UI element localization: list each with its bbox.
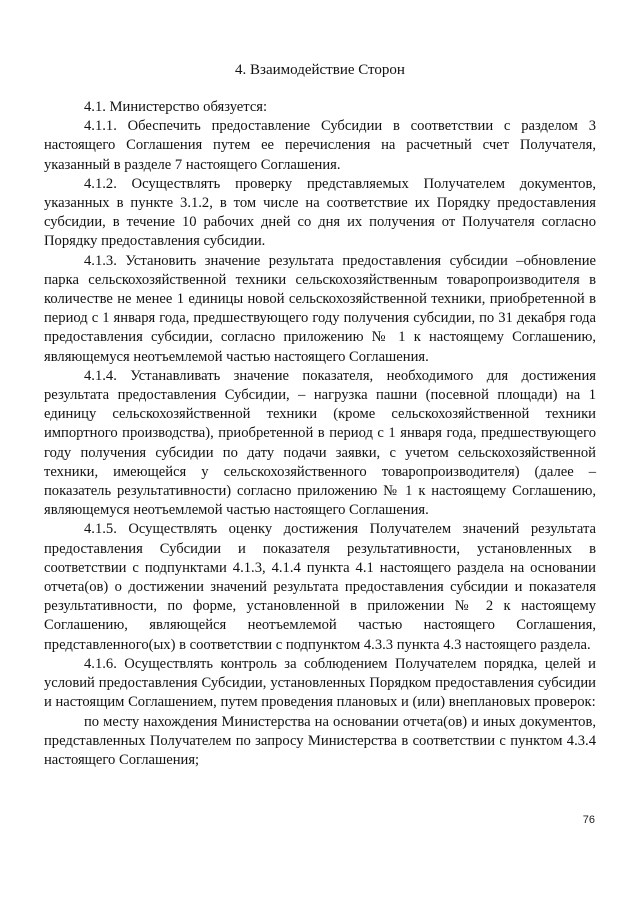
paragraph-4-1-3: 4.1.3. Установить значение результата предоставления субсидии –обновление парка сельскохозяйственной техники сельскохозяйственным товаропроизводителя в количестве не менее 1 единицы новой сельскохозяйственной техники, приобретенной в период с 1 января года, предшествующего году получения субсидии, по 31 декабря года предоставления субсидии, согласно приложению № 1 к настоящему Соглашению, являющемуся неотъемлемой частью настоящего Соглашения. xyxy=(44,252,596,365)
page-number: 76 xyxy=(582,814,595,826)
document-body xyxy=(44,98,596,770)
paragraph-4-1-5: 4.1.5. Осуществлять оценку достижения Получателем значений результата предоставления Субсидии и показателя результативности, установленных в соответствии с подпунктами 4.1.3, 4.1.4 пункта 4.1 настоящего раздела на основании отчета(ов) о достижении значений результата предоставления субсидии и показателя результативности, по форме, установленной в приложении № 2 к настоящему Соглашению, являющейся неотъемлемой частью настоящего Соглашения, представленного(ых) в соответствии с подпунктом 4.3.3 пункта 4.3 настоящего раздела. xyxy=(44,521,596,653)
paragraph-4-1-6: 4.1.6. Осуществлять контроль за соблюдением Получателем порядка, целей и условий предоставления Субсидии, установленных Порядком предоставления субсидии и настоящим Соглашением, путем проведения плановых и (или) внеплановых проверок: xyxy=(44,655,596,711)
paragraph-4-1-1: 4.1.1. Обеспечить предоставление Субсидии в соответствии с разделом 3 настоящего Соглашения путем ее перечисления на расчетный счет Получателя, указанный в разделе 7 настоящего Соглашения. xyxy=(44,118,596,173)
section-heading: 4. Взаимодействие Сторон xyxy=(235,62,405,78)
paragraph-4-1-4: 4.1.4. Устанавливать значение показателя, необходимого для достижения результата предоставления Субсидии, – нагрузка пашни (посевной площади) на 1 единицу сельскохозяйственной техники (кроме сельскохозяйственной техники импортного производства), приобретенной в период с 1 января года, предшествующего году получения субсидии по дату подачи заявки, с учетом сельскохозяйственной техники, имеющейся у сельскохозяйственного товаропроизводителя) (далее – показатель результативности) согласно приложению № 1 к настоящему Соглашению, являющемуся неотъемлемой частью настоящего Соглашения. xyxy=(44,367,596,519)
paragraph-4-1: 4.1. Министерство обязуется: xyxy=(84,99,268,115)
paragraph-ministry-location: по месту нахождения Министерства на основании отчета(ов) и иных документов, представленных Получателем по запросу Министерства в соответствии с пунктом 4.3.4 настоящего Соглашения; xyxy=(44,713,596,768)
paragraph-4-1-2: 4.1.2. Осуществлять проверку представляемых Получателем документов, указанных в пункте 3.1.2, в том числе на соответствие их Порядку предоставления субсидии, в течение 10 рабочих дней со дня их получения от Получателя согласно Порядку предоставления субсидии. xyxy=(44,175,596,250)
